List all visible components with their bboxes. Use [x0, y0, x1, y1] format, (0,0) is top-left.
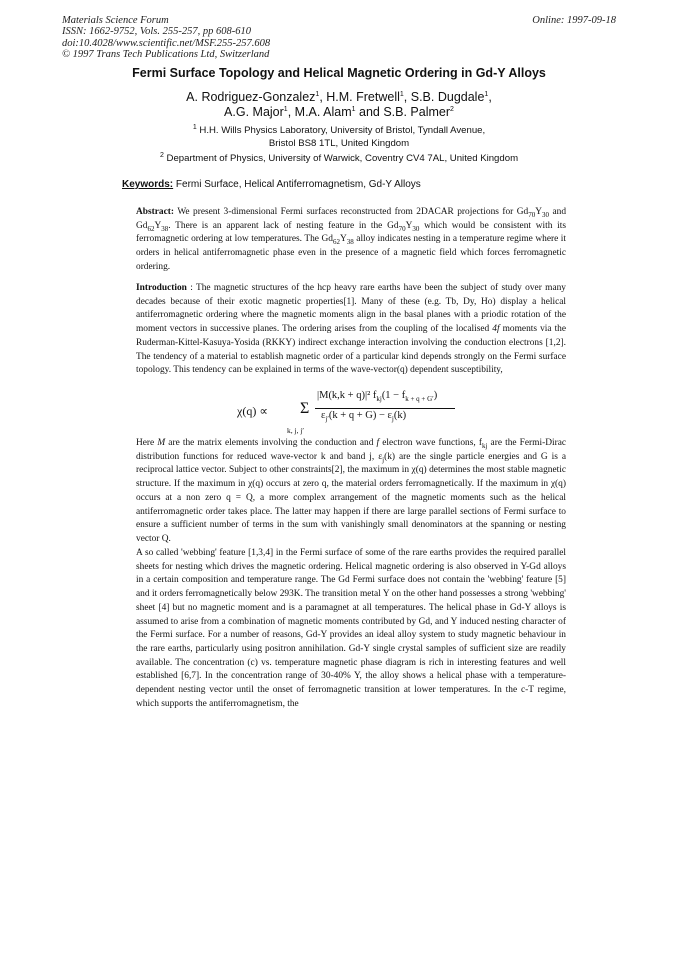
- abstract-label: Abstract:: [136, 207, 175, 217]
- sum-index: k, j, j′: [287, 426, 305, 435]
- author-5: M.A. Alam: [294, 105, 352, 119]
- journal-name: Materials Science Forum: [62, 15, 169, 26]
- introduction-label: Introduction: [136, 283, 187, 293]
- abstract: Abstract: We present 3-dimensional Fermi surfaces reconstructed from 2DACAR projections for $Gd_{70}Y_{30}$ and $Gd_{62}Y_{38}$. There is an apparent lack of nesting feature in the $Gd_{70}Y_{30}$ which would be consistent with its ferromagnetic ordering at low temperatures. The $Gd_{62}Y_{38}$ alloy indicates nesting in a temperature regime where it orders in helical antiferromagnetic phase even in the presence of a magnetic field which forces ferromagnetic ordering.: [136, 207, 567, 272]
- introduction-paragraph-3: A so called 'webbing' feature [1,3,4] in the Fermi surface of some of the rare earths provides the required parallel sheets for nesting which drives the magnetic ordering. Helical magnetic ordering is also observed in Y-Gd alloys in a certain composition and temperature range. The Gd Fermi surface does not contain the 'webbing' feature [5] and it orders ferromagnetically below 293K. The transition metal Y on the other hand possesses a strong 'webbing' sheet [4] but no magnetic moment and is a paramagnet at all temperatures. The helical phase in Gd-Y alloys is assumed to arise from a combination of magnetic moments contributed by Gd, and Y induced nesting character of the Fermi surface. For a number of reasons, Gd-Y provides an ideal alloy system to study magnetic behaviour in the rare earths, particularly using positron annihilation. Gd-Y single crystal samples of sufficient size are readily available. The concentration (c) vs. temperature magnetic phase diagram is rich in interesting features and well established [6,7]. In the concentration range of 30-40% Y, the alloy shows a helical phase with a temperature-dependent nesting vector until the onset of ferromagnetic transition at lower temperatures. In the c-T regime, which supports the antiferromagnetism, the: [136, 548, 566, 709]
- paper-title: Fermi Surface Topology and Helical Magnetic Ordering in Gd-Y Alloys: [132, 66, 546, 80]
- sum-symbol: Σ: [300, 400, 310, 417]
- introduction-paragraph-2: Here M are the matrix elements involving the conduction and f electron wave functions, $f_{kj}$ are the Fermi-Dirac distribution functions for reduced wave-vector k and band j, $\varepsilon_j(k)$ are the single particle energies and G is a reciprocal lattice vector. Subject to other constraints[2], the maximum in χ(q) determines the most stable magnetic structure. If the maximum in χ(q) occurs at zero q, the material orders ferromagnetically. If the maximum in χ(q) occurs at a non zero q = Q, a more complex arrangement of the magnetic moments such as the helical antiferromagnetic order takes place. The latter may happen if there are large parallel sections of Fermi surface to ensure a sufficient number of terms in the sum with vanishingly small denominators at the spanning or nesting vector Q.: [136, 438, 567, 544]
- copyright-line: © 1997 Trans Tech Publications Ltd, Switzerland: [62, 49, 270, 61]
- journal-header: [62, 15, 270, 61]
- keywords-text: Fermi Surface, Helical Antiferromagnetism, Gd-Y Alloys: [175, 179, 421, 190]
- introduction-paragraph-1: Introduction : The magnetic structures of the hcp heavy rare earths have been the subject of study over many decades because of their exotic magnetic properties[1]. Many of these (e.g. Tb, Dy, Ho) display a helical antiferromagnetic ordering where the magnetic moments align in the basal planes with a priodic rotation of the moment vectors in successive planes. The ordering arises from the coupling of the localised 4f moments via the Ruderman-Kittel-Kasuya-Yosida (RKKY) indirect exchange interaction involving the conduction electrons [1,2]. The tendency of a material to establish magnetic order of a particular kind depends strongly on the Fermi surface topology. This tendency can be explained in terms of the wave-vector(q) dependent susceptibility,: [136, 283, 567, 376]
- author-list: A. Rodriguez-Gonzalez$^1$, H.M. Fretwell$^1$, S.B. Dugdale$^1$, A.G. Major$^1$, M.A. Alam$^1$ and S.B. Palmer$^2$: [186, 90, 492, 119]
- equation-numerator: |M(k,k + q)|² $f_{kj}(1 - f_{k + q + G'})$: [317, 390, 438, 404]
- author-2: H.M. Fretwell: [326, 90, 400, 104]
- author-3: S.B. Dugdale: [410, 90, 485, 104]
- affiliation-1: $^1$ H.H. Wills Physics Laboratory, University of Bristol, Tyndall Avenue, Bristol BS8 1TL, United Kingdom: [192, 123, 486, 149]
- author-1: A. Rodriguez-Gonzalez: [186, 90, 316, 104]
- author-6: S.B. Palmer: [383, 105, 451, 119]
- keywords-label: Keywords:: [122, 179, 174, 190]
- online-date: Online: 1997-09-18: [532, 15, 616, 26]
- fraction-bar: [315, 408, 455, 409]
- keywords: [122, 179, 421, 190]
- affiliation-2: $^2$ Department of Physics, University of Warwick, Coventry CV4 7AL, United Kingdom: [159, 151, 519, 164]
- issn-line: ISSN: 1662-9752, Vols. 255-257, pp 608-610: [62, 26, 251, 38]
- equation-lhs: χ(q) ∝: [237, 404, 268, 418]
- author-4: A.G. Major: [224, 105, 284, 119]
- equation-denominator: $\varepsilon_{j'}(k + q + G) - \varepsilon_j(k)$: [321, 410, 407, 424]
- doi-line: doi:10.4028/www.scientific.net/MSF.255-257.608: [62, 37, 271, 49]
